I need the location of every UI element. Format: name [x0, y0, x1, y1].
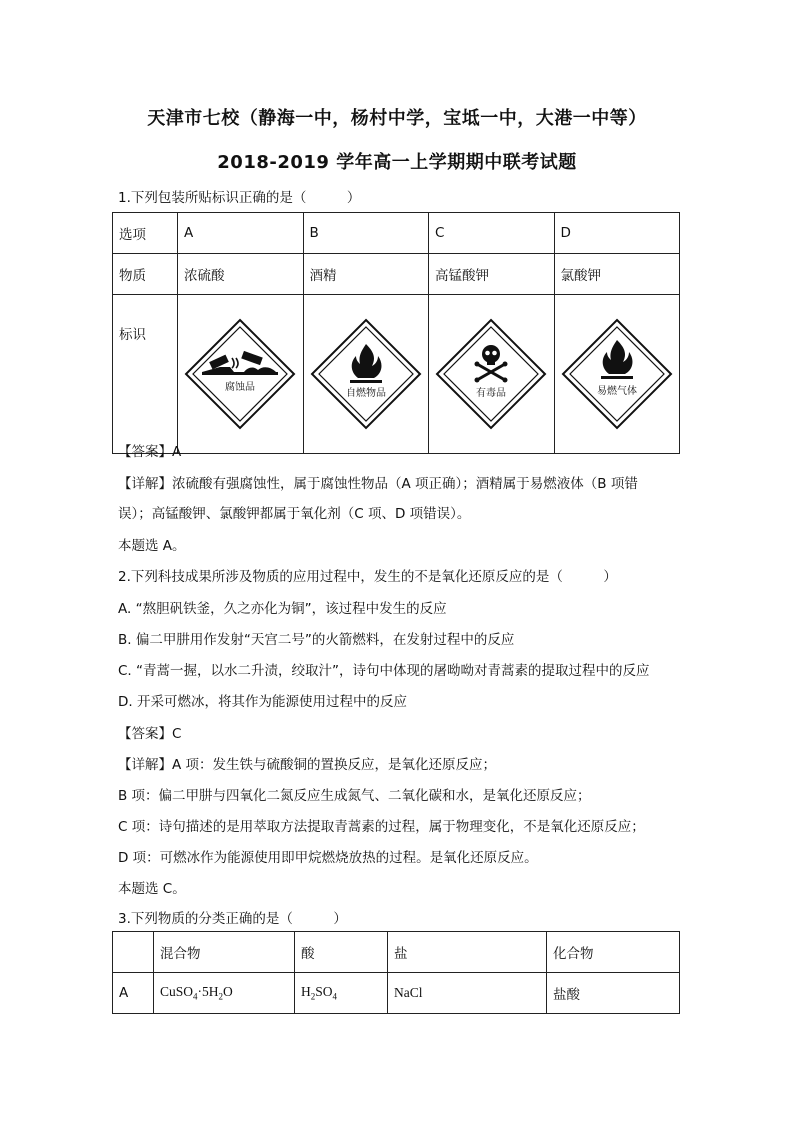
table-cell-compound: 盐酸 [547, 973, 680, 1014]
question-2-detail-line-3: C 项：诗句描述的是用萃取方法提取青蒿素的过程，属于物理变化，不是氧化还原反应； [118, 819, 645, 835]
table-cell: 氯酸钾 [554, 254, 680, 295]
hazard-symbol-d [554, 295, 680, 454]
question-3-stem: 3.下列物质的分类正确的是（ ） [118, 911, 347, 927]
table-cell: 选项 [113, 213, 178, 254]
question-2-detail-line-2: B 项：偏二甲肼与四氧化二氮反应生成氮气、二氧化碳和水，是氧化还原反应； [118, 788, 591, 804]
flame-icon [557, 314, 677, 434]
hazard-symbol-a [178, 295, 304, 454]
table-cell: 盐 [388, 932, 547, 973]
question-2-conclusion: 本题选 C。 [118, 881, 186, 897]
question-2-detail-line-1: 【详解】A 项：发生铁与硫酸铜的置换反应，是氧化还原反应； [118, 757, 497, 773]
table-cell-acid [295, 973, 388, 1014]
formula-part: H [301, 984, 311, 1000]
title-line-1: 天津市七校（静海一中，杨村中学，宝坻一中，大港一中等） [147, 108, 647, 129]
table-cell: C [429, 213, 555, 254]
formula-subscript: 4 [332, 991, 338, 1002]
question-2-option-d: D. 开采可燃冰，将其作为能源使用过程中的反应 [118, 694, 407, 710]
question-2-option-b: B. 偏二甲肼用作发射“天宫二号”的火箭燃料，在发射过程中的反应 [118, 632, 515, 648]
table-cell-salt: NaCl [388, 973, 547, 1014]
symbol-label: 腐蚀品 [225, 382, 256, 393]
hazard-symbol-c [429, 295, 555, 454]
table-cell: 混合物 [154, 932, 295, 973]
skull-crossbones-icon [431, 314, 551, 434]
formula-part: SO [315, 984, 333, 1000]
table-cell: 物质 [113, 254, 178, 295]
question-1-answer: 【答案】A [118, 444, 182, 460]
table-row [113, 254, 680, 295]
question-2-option-a: A. “熬胆矾铁釜，久之亦化为铜”，该过程中发生的反应 [118, 601, 447, 617]
hazard-symbol-b [303, 295, 429, 454]
table-cell: 标识 [113, 295, 178, 454]
formula-subscript: 4 [193, 991, 198, 1002]
table-cell: A [178, 213, 304, 254]
table-row [113, 295, 680, 454]
question-2-answer: 【答案】C [118, 726, 182, 742]
question-1-table [112, 212, 680, 454]
symbol-label: 易燃气体 [596, 386, 637, 397]
question-1-detail-line-2: 误）；高锰酸钾、氯酸钾都属于氧化剂（C 项、D 项错误）。 [118, 506, 471, 522]
formula-part: O [223, 984, 233, 1000]
table-cell: 酒精 [303, 254, 429, 295]
table-cell: D [554, 213, 680, 254]
table-cell: 浓硫酸 [178, 254, 304, 295]
formula-part: ·5H [197, 984, 219, 1000]
table-cell-mixture [154, 973, 295, 1014]
table-row [113, 932, 680, 973]
symbol-label: 自燃物品 [345, 388, 386, 399]
flame-icon [306, 314, 426, 434]
question-2-stem: 2.下列科技成果所涉及物质的应用过程中，发生的不是氧化还原反应的是（ ） [118, 569, 617, 585]
question-2-detail-line-4: D 项：可燃冰作为能源使用即甲烷燃烧放热的过程。是氧化还原反应。 [118, 850, 538, 866]
table-row [113, 973, 680, 1014]
table-cell: 化合物 [547, 932, 680, 973]
question-3-table [112, 931, 680, 1014]
symbol-label: 有毒品 [476, 388, 507, 399]
formula-part: CuSO [160, 984, 194, 1000]
table-cell: A [113, 973, 154, 1014]
formula-subscript: 2 [218, 991, 224, 1002]
title-line-2: 2018-2019 学年高一上学期期中联考试题 [217, 152, 577, 173]
corrosive-icon [180, 314, 300, 434]
question-1-stem: 1.下列包装所贴标识正确的是（ ） [118, 190, 361, 206]
question-2-option-c: C. “青蒿一握，以水二升渍，绞取汁”，诗句中体现的屠呦呦对青蒿素的提取过程中的反应 [118, 663, 650, 679]
table-row [113, 213, 680, 254]
table-cell [113, 932, 154, 973]
table-cell: 高锰酸钾 [429, 254, 555, 295]
question-1-detail-line-1: 【详解】浓硫酸有强腐蚀性，属于腐蚀性物品（A 项正确）；酒精属于易燃液体（B 项错 [118, 476, 638, 492]
table-cell: B [303, 213, 429, 254]
table-cell: 酸 [295, 932, 388, 973]
formula-subscript: 2 [310, 991, 316, 1002]
question-1-conclusion: 本题选 A。 [118, 538, 186, 554]
